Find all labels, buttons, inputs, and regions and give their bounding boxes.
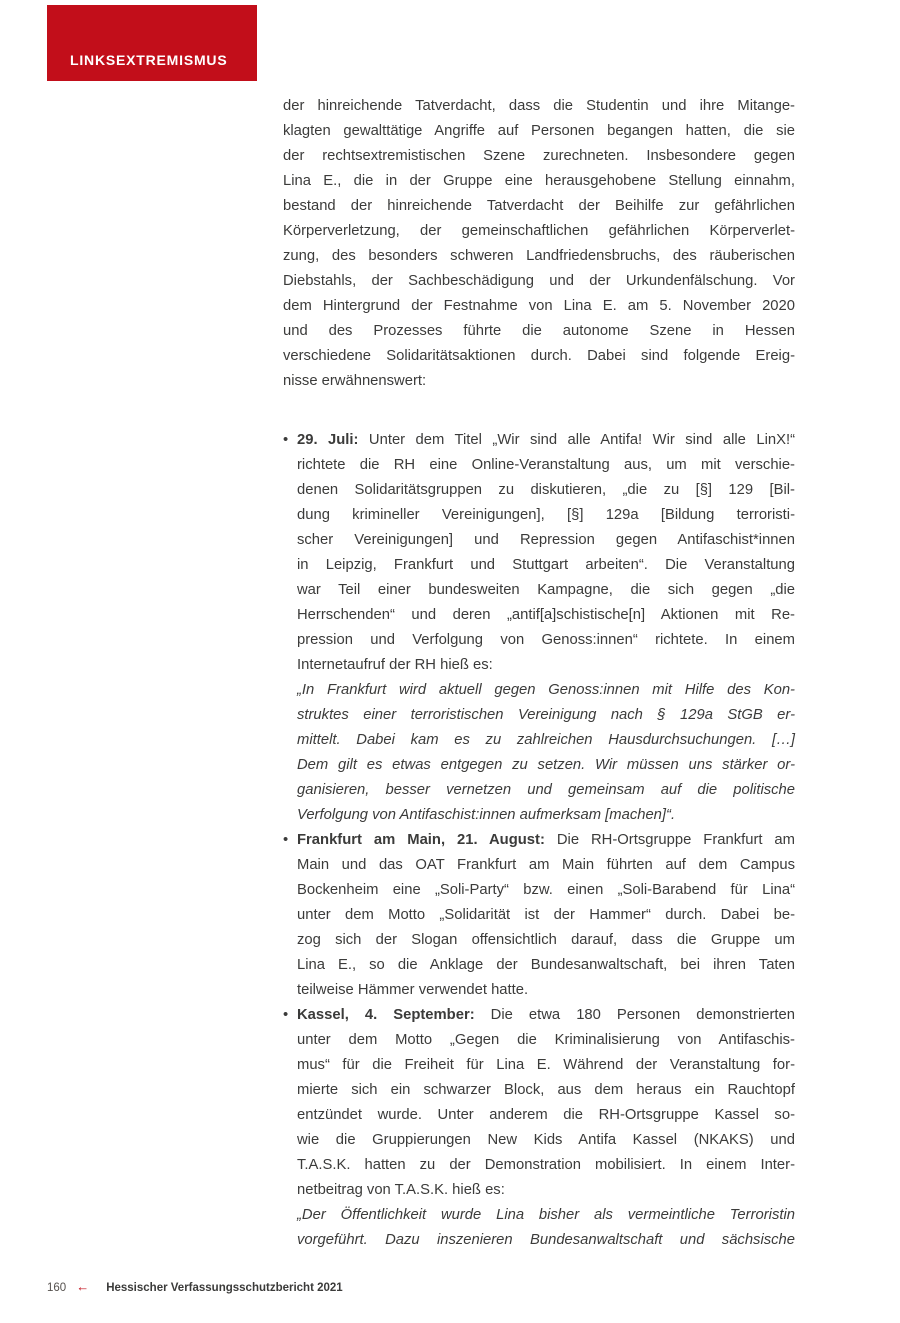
text-span: Unter dem Titel „Wir sind alle Antifa! Wir sind alle LinX!“ — [368, 432, 795, 448]
text-line: zung, des besonders schweren Landfriedensbruchs, des räuberischen — [283, 248, 795, 264]
bullet-item — [283, 428, 795, 828]
text-line: und des Prozesses führte die autonome Szene in Hessen — [283, 323, 795, 339]
text-line — [297, 428, 795, 453]
text-line: mus“ für die Freiheit für Lina E. Während der Veranstaltung for- — [297, 1057, 795, 1073]
text-line: mierte sich ein schwarzer Block, aus dem heraus ein Rauchtopf — [297, 1082, 795, 1098]
text-line: Main und das OAT Frankfurt am Main führten auf dem Campus — [297, 857, 795, 873]
quote-line: ganisieren, besser vernetzen und gemeinsam auf die politische — [297, 782, 795, 798]
quote-line: Verfolgung von Antifaschist:innen aufmerksam [machen]“. — [297, 807, 676, 823]
bullet-item — [283, 828, 795, 1003]
bullet-marker: • — [283, 432, 289, 448]
text-line: Körperverletzung, der gemeinschaftlichen gefährlichen Körperverlet- — [283, 223, 795, 239]
back-arrow-icon: ← — [76, 1279, 90, 1294]
text-line: bestand der hinreichende Tatverdacht der Beihilfe zur gefährlichen — [283, 198, 795, 214]
body-text-column — [283, 94, 795, 1253]
text-line: Internetaufruf der RH hieß es: — [297, 657, 493, 673]
text-line: dung krimineller Vereinigungen], [§] 129a [Bildung terroristi- — [297, 507, 795, 523]
intro-paragraph — [283, 94, 795, 394]
text-line: richtete die RH eine Online-Veranstaltung aus, um mit verschie- — [297, 457, 795, 473]
text-line: Bockenheim eine „Soli-Party“ bzw. einen „Soli-Barabend für Lina“ — [297, 882, 795, 898]
bullet-marker: • — [283, 1007, 289, 1023]
bullet-marker: • — [283, 832, 289, 848]
quote-line: vorgeführt. Dazu inszenieren Bundesanwaltschaft und sächsische — [297, 1232, 795, 1248]
text-line: Herrschenden“ und deren „antif[a]schistische[n] Aktionen mit Re- — [297, 607, 795, 623]
quote-line: „Der Öffentlichkeit wurde Lina bisher als vermeintliche Terroristin — [297, 1207, 795, 1223]
text-line: der rechtsextremistischen Szene zurechneten. Insbesondere gegen — [283, 148, 795, 164]
text-line — [297, 828, 795, 853]
text-line: dem Hintergrund der Festnahme von Lina E. am 5. November 2020 — [283, 298, 795, 314]
quote-line: „In Frankfurt wird aktuell gegen Genoss:innen mit Hilfe des Kon- — [297, 682, 795, 698]
text-line: war Teil einer bundesweiten Kampagne, die sich gegen „die — [297, 582, 795, 598]
text-line: unter dem Motto „Solidarität ist der Hammer“ durch. Dabei be- — [297, 907, 795, 923]
text-line: unter dem Motto „Gegen die Kriminalisierung von Antifaschis- — [297, 1032, 795, 1048]
bullet-label: 29. Juli: — [297, 432, 359, 448]
text-span: Die etwa 180 Personen demonstrierten — [490, 1007, 795, 1023]
text-line: Lina E., die in der Gruppe eine herausgehobene Stellung einnahm, — [283, 173, 795, 189]
text-line — [297, 1003, 795, 1028]
text-line: in Leipzig, Frankfurt und Stuttgart arbeiten“. Die Veranstaltung — [297, 557, 795, 573]
text-line: verschiedene Solidaritätsaktionen durch. Dabei sind folgende Ereig- — [283, 348, 795, 364]
quote-line: struktes einer terroristischen Vereinigung nach § 129a StGB er- — [297, 707, 795, 723]
text-line: teilweise Hämmer verwendet hatte. — [297, 982, 529, 998]
text-span: Die RH-Ortsgruppe Frankfurt am — [556, 832, 795, 848]
section-banner-label: LINKSEXTREMISMUS — [70, 52, 228, 68]
quote-line: mittelt. Dabei kam es zu zahlreichen Hausdurchsuchungen. […] — [297, 732, 795, 748]
page-footer — [47, 1280, 343, 1294]
text-line: Lina E., so die Anklage der Bundesanwaltschaft, bei ihren Taten — [297, 957, 795, 973]
text-line: scher Vereinigungen] und Repression gegen Antifaschist*innen — [297, 532, 795, 548]
text-line: pression und Verfolgung von Genoss:innen“ richtete. In einem — [297, 632, 795, 648]
bullet-label: Frankfurt am Main, 21. August: — [297, 832, 545, 848]
bullet-item — [283, 1003, 795, 1253]
text-line: der hinreichende Tatverdacht, dass die Studentin und ihre Mitange- — [283, 98, 795, 114]
bullet-label: Kassel, 4. September: — [297, 1007, 475, 1023]
text-line: netbeitrag von T.A.S.K. hieß es: — [297, 1182, 505, 1198]
text-line: Diebstahls, der Sachbeschädigung und der Urkundenfälschung. Vor — [283, 273, 795, 289]
bullet-list — [283, 428, 795, 1253]
text-line: wie die Gruppierungen New Kids Antifa Kassel (NKAKS) und — [297, 1132, 795, 1148]
text-line: T.A.S.K. hatten zu der Demonstration mobilisiert. In einem Inter- — [297, 1157, 795, 1173]
text-line: entzündet wurde. Unter anderem die RH-Ortsgruppe Kassel so- — [297, 1107, 795, 1123]
section-banner — [47, 5, 257, 81]
text-line: nisse erwähnenswert: — [283, 373, 427, 389]
text-line: zog sich der Slogan offensichtlich darauf, dass die Gruppe um — [297, 932, 795, 948]
text-line: klagten gewalttätige Angriffe auf Personen begangen hatten, die sie — [283, 123, 795, 139]
text-line: denen Solidaritätsgruppen zu diskutieren, „die zu [§] 129 [Bil- — [297, 482, 795, 498]
page-number: 160 — [47, 1282, 67, 1294]
quote-line: Dem gilt es etwas entgegen zu setzen. Wir müssen uns stärker or- — [297, 757, 795, 773]
report-title: Hessischer Verfassungsschutzbericht 2021 — [106, 1282, 343, 1294]
